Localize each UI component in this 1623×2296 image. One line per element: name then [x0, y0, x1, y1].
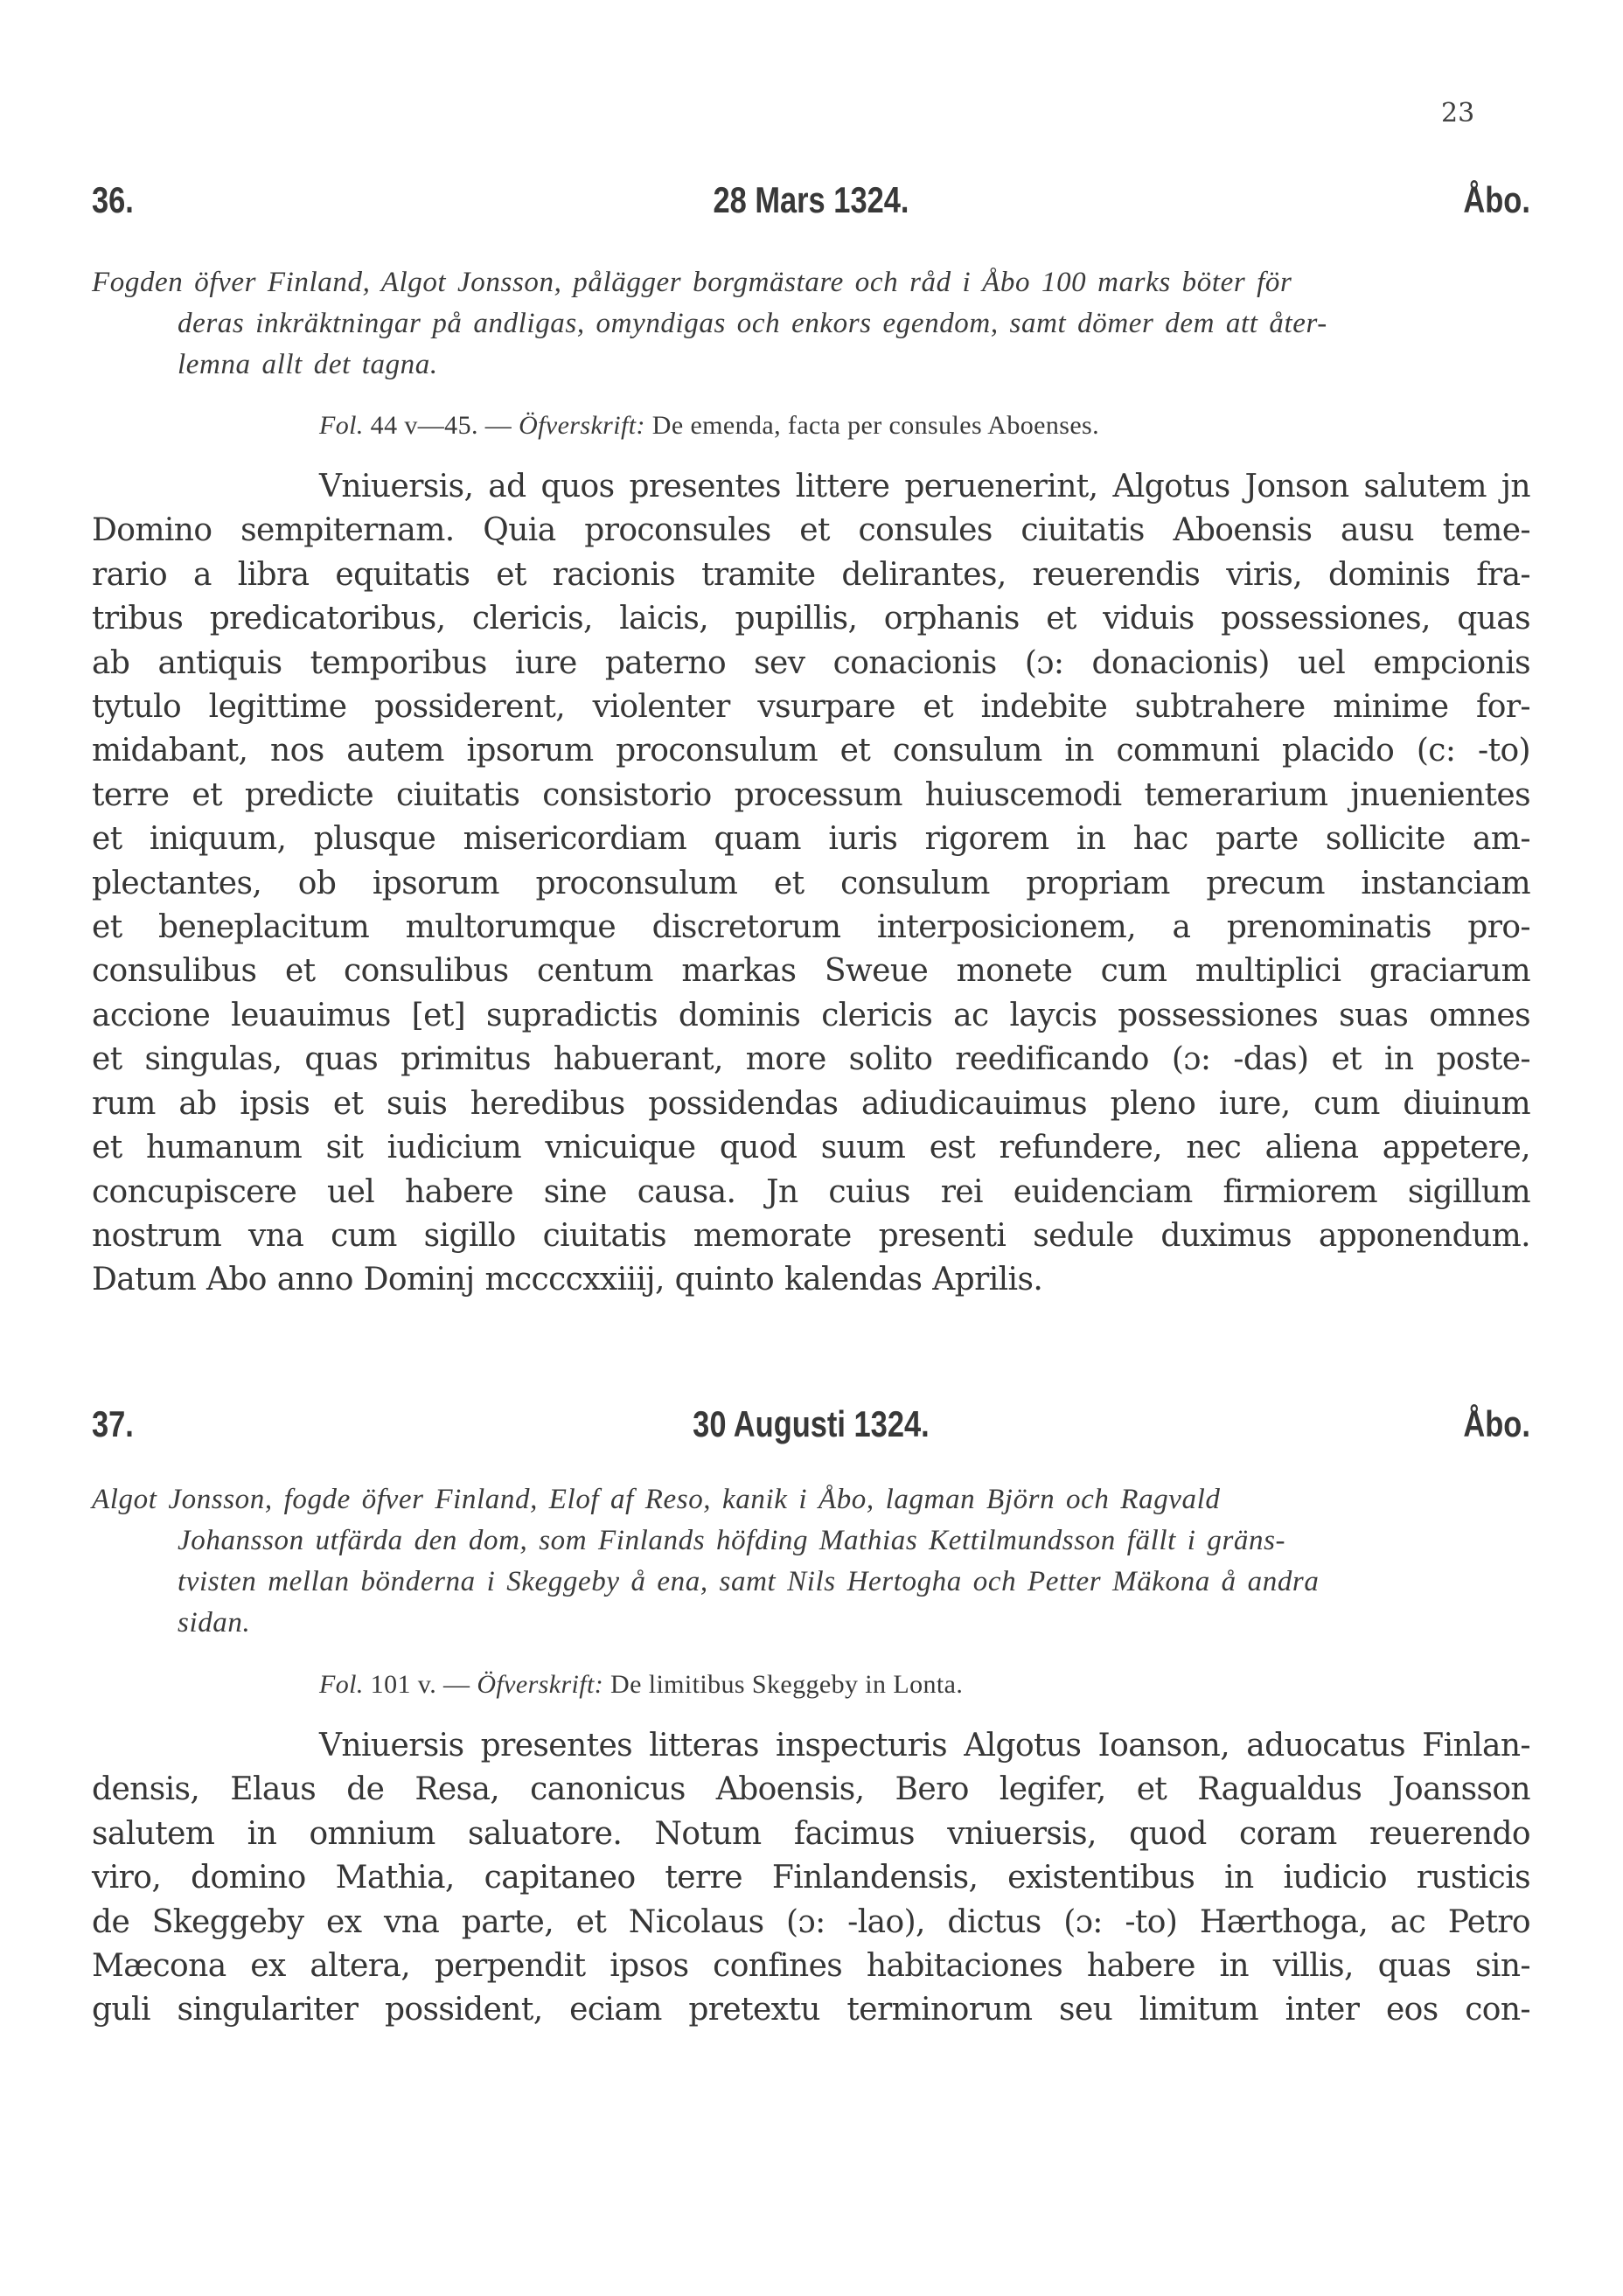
body-line: midabant, nos autem ipsorum proconsulum et consulum in communi placido (c: -to) [92, 733, 1530, 769]
body-line: rum ab ipsis et suis heredibus possidendas adiudicauimus pleno iure, cum diuinum [92, 1085, 1530, 1122]
body-line: concupiscere uel habere sine causa. Jn cuius rei euidenciam firmiorem sigillum [92, 1173, 1530, 1210]
folio-label: Fol. [319, 411, 364, 440]
folio-value: 101 v. — [370, 1670, 470, 1699]
heading-label: Öfverskrift: [519, 411, 645, 440]
document-body [92, 1724, 1530, 2033]
heading-label: Öfverskrift: [477, 1670, 604, 1699]
body-line: plectantes, ob ipsorum proconsulum et consulum propriam precum instanciam [92, 865, 1530, 901]
document-body [92, 465, 1530, 1303]
entry-place: Åbo. [1463, 179, 1530, 220]
entry-heading [92, 1403, 1530, 1447]
summary-line: Algot Jonsson, fogde öfver Finland, Elof af Reso, kanik i Åbo, lagman Björn och Ragvald [92, 1484, 1221, 1515]
entry-place: Åbo. [1463, 1403, 1530, 1444]
body-line: nostrum vna cum sigillo ciuitatis memorate presenti sedule duximus apponendum. [92, 1217, 1530, 1254]
entry-heading [92, 179, 1530, 223]
folio-reference [319, 411, 1099, 441]
entry-date: 30 Augusti 1324. [693, 1403, 930, 1444]
entry-date: 28 Mars 1324. [713, 179, 909, 220]
body-line: Vniuersis, ad quos presentes littere peruenerint, Algotus Jonson salutem jn [319, 469, 1530, 504]
body-line: Vniuersis presentes litteras inspecturis Algotus Ioanson, aduocatus Finlan- [319, 1728, 1530, 1764]
heading-value: De emenda, facta per consules Aboenses. [651, 411, 1100, 440]
body-line: et beneplacitum multorumque discretorum interposicionem, a prenominatis pro- [92, 909, 1530, 946]
body-line: rario a libra equitatis et racionis tramite delirantes, reuerendis viris, dominis fra- [92, 556, 1530, 593]
body-line: et singulas, quas primitus habuerant, more solito reedificando (ɔ: -das) et in poste- [92, 1041, 1530, 1078]
body-line: ab antiquis temporibus iure paterno sev conacionis (ɔ: donacionis) uel empcionis [92, 644, 1530, 681]
body-line: viro, domino Mathia, capitaneo terre Finlandensis, existentibus in iudicio rusticis [92, 1860, 1530, 1896]
page-number: 23 [1441, 98, 1475, 129]
folio-value: 44 v—45. — [370, 411, 512, 440]
body-line: salutem in omnium saluatore. Notum facimus vniuersis, quod coram reuerendo [92, 1815, 1530, 1852]
folio-label: Fol. [319, 1670, 364, 1699]
entry-summary [92, 262, 1526, 386]
heading-value: De limitibus Skeggeby in Lonta. [610, 1670, 964, 1699]
body-line: Mæcona ex altera, perpendit ipsos confines habitaciones habere in villis, quas sin- [92, 1948, 1530, 1985]
folio-reference [319, 1670, 963, 1700]
summary-line: Johansson utfärda den dom, som Finlands höfding Mathias Kettilmundsson fällt i gräns- [178, 1525, 1286, 1556]
body-line: Domino sempiternam. Quia proconsules et consules ciuitatis Aboensis ausu teme- [92, 512, 1530, 549]
body-line: terre et predicte ciuitatis consistorio processum huiuscemodi temerarium jnuenientes [92, 776, 1530, 813]
body-line: Datum Abo anno Dominj mccccxxiiij, quinto kalendas Aprilis. [92, 1262, 1043, 1298]
body-line: tytulo legittime possiderent, violenter vsurpare et indebite subtrahere minime for- [92, 689, 1530, 726]
body-line: consulibus et consulibus centum markas Sweue monete cum multiplici graciarum [92, 953, 1530, 990]
body-line: et iniquum, plusque misericordiam quam iuris rigorem in hac parte sollicite am- [92, 821, 1530, 858]
summary-line: lemna allt det tagna. [178, 349, 438, 380]
body-line: et humanum sit iudicium vnicuique quod suum est refundere, nec aliena appetere, [92, 1130, 1530, 1166]
summary-line: deras inkräktningar på andligas, omyndigas och enkors egendom, samt dömer dem att åter- [178, 308, 1327, 339]
entry-summary [92, 1479, 1526, 1644]
summary-line: sidan. [178, 1607, 251, 1639]
body-line: de Skeggeby ex vna parte, et Nicolaus (ɔ: -lao), dictus (ɔ: -to) Hærthoga, ac Petro [92, 1903, 1530, 1940]
entry-number: 36. [92, 179, 134, 220]
body-line: densis, Elaus de Resa, canonicus Aboensis, Bero legifer, et Ragualdus Joansson [92, 1771, 1530, 1808]
summary-line: Fogden öfver Finland, Algot Jonsson, pålägger borgmästare och råd i Åbo 100 marks böter för [92, 267, 1292, 298]
body-line: tribus predicatoribus, clericis, laicis, pupillis, orphanis et viduis possessiones, quas [92, 601, 1530, 637]
body-line: guli singulariter possident, eciam pretextu terminorum seu limitum inter eos con- [92, 1992, 1530, 2028]
entry-number: 37. [92, 1403, 134, 1444]
body-line: accione leuauimus [et] supradictis dominis clericis ac laycis possessiones suas omnes [92, 997, 1530, 1033]
summary-line: tvisten mellan bönderna i Skeggeby å ena, samt Nils Hertogha och Petter Mäkona å andra [178, 1566, 1320, 1597]
